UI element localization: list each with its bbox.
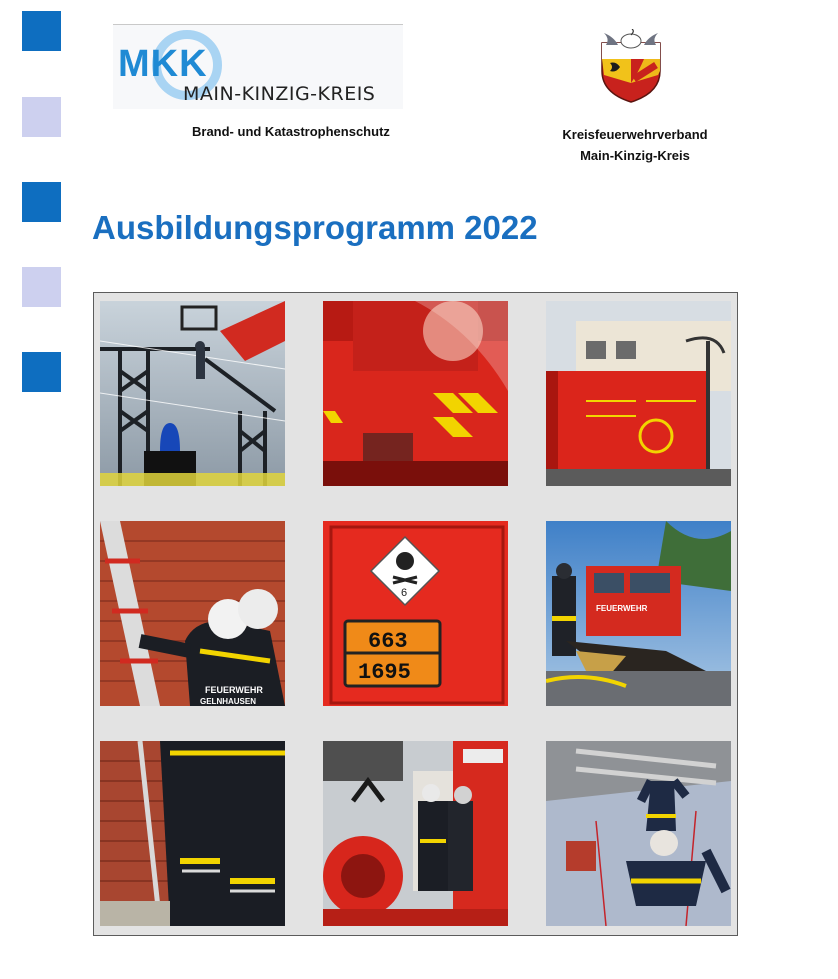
- side-square-5: [22, 352, 61, 392]
- photo-grid: [93, 292, 738, 936]
- photo-firefighters-ladder: [100, 521, 285, 706]
- coat-of-arms-icon: [596, 29, 666, 103]
- photo-fire-truck-rear: [323, 301, 508, 486]
- mkk-logo-letters: MKK: [118, 43, 208, 85]
- subtitle-right-line1: Kreisfeuerwehrverband: [562, 127, 708, 142]
- subtitle-right-line2: Main-Kinzig-Kreis: [580, 148, 690, 163]
- mkk-logo-name: MAIN-KINZIG-KREIS: [183, 83, 376, 105]
- photo-hazmat-placard: [323, 521, 508, 706]
- photo-firefighters-back: [100, 741, 285, 926]
- page-title: Ausbildungsprogramm 2022: [92, 209, 538, 246]
- subtitle-left: Brand- und Katastrophenschutz: [192, 124, 390, 139]
- photo-respiratory-team: [323, 741, 508, 926]
- side-square-3: [22, 182, 61, 222]
- un-number: 1695: [358, 660, 411, 685]
- truck-text: FEUERWEHR: [596, 604, 648, 613]
- hazard-class-number: 6: [401, 587, 408, 599]
- jacket-text-1: FEUERWEHR: [205, 685, 263, 695]
- side-square-1: [22, 11, 61, 51]
- photo-aerial-rescue: [100, 301, 285, 486]
- photo-rescue-tool: [546, 521, 731, 706]
- side-square-2: [22, 97, 61, 137]
- side-square-4: [22, 267, 61, 307]
- photo-fire-truck-side: [546, 301, 731, 486]
- hazard-id-number: 663: [368, 629, 408, 654]
- subtitle-right: [540, 124, 730, 166]
- photo-rope-rescue: [546, 741, 731, 926]
- mkk-logo-icon: [113, 24, 403, 109]
- jacket-text-2: GELNHAUSEN: [200, 697, 257, 706]
